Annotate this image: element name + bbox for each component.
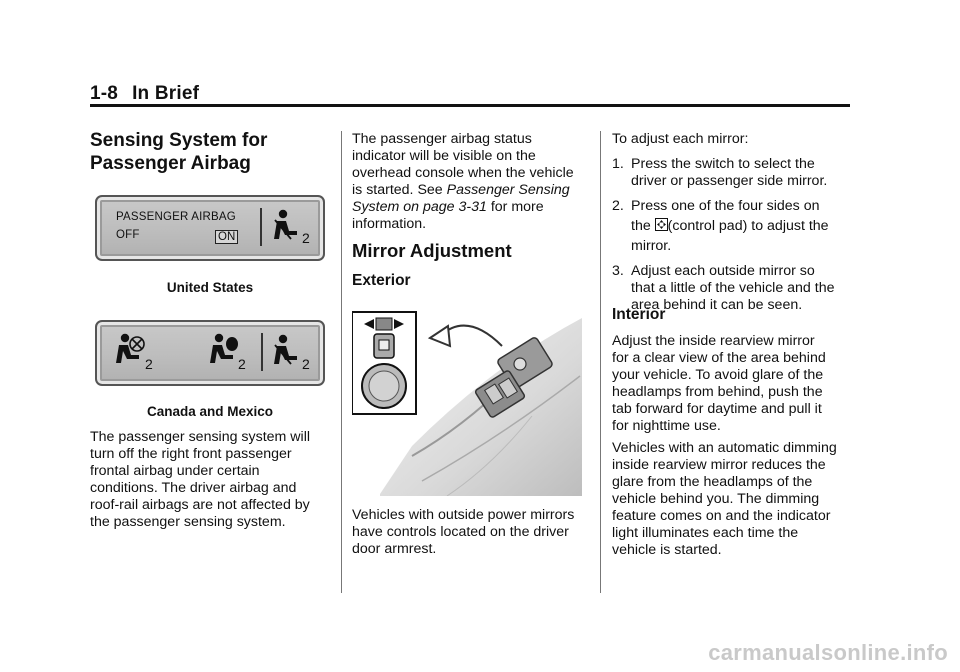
body-line: The passenger airbag status [352,131,532,147]
body-line: vehicle behind you. The dimming [612,491,820,507]
page-number: 1-8 [90,83,119,104]
steps-intro: To adjust each mirror: [612,131,749,147]
body-line: for nighttime use. [612,418,721,434]
body-line: conditions. The driver airbag and [90,480,297,496]
panel-on-box: ON [215,230,238,244]
column-divider-2 [600,131,601,593]
page-header [90,83,199,105]
list-item [612,198,857,255]
us-airbag-indicator-panel [95,195,325,261]
body-line: Adjust the inside rearview mirror [612,333,815,349]
step-line [631,218,857,235]
body-line: The passenger sensing system will [90,429,311,445]
step-line: driver or passenger side mirror. [631,173,828,189]
airbag-body-text [90,429,335,531]
body-line: vehicle is started. [612,542,722,558]
panel-digit: 2 [302,230,310,246]
panel-digit-1: 2 [145,356,153,372]
heading-mirror-adjustment: Mirror Adjustment [352,240,512,261]
step-line: that a little of the vehicle and the [631,280,835,296]
title-line-2: Passenger Airbag [90,153,251,174]
body-line: Vehicles with an automatic dimming [612,440,837,456]
text-run: the [631,218,655,234]
text-run: is started. See [352,182,447,198]
text-run: (control pad) to adjust the [667,218,829,234]
body-line: door armrest. [352,541,437,557]
body-line: light illuminates each time the [612,525,799,541]
step-line: area behind it can be seen. [631,297,803,313]
body-line: have controls located on the driver [352,524,569,540]
step-line: Press the switch to select the [631,156,815,172]
step-number: 1. [612,156,624,172]
section-title-airbag [90,129,267,175]
header-rule [90,104,850,107]
interior-para-2 [612,440,857,559]
subheading-exterior: Exterior [352,272,411,289]
body-line: information. [352,216,427,232]
panel-digit-2: 2 [238,356,246,372]
body-line: indicator will be visible on the [352,148,536,164]
panel-digit-3: 2 [302,356,310,372]
body-line: headlamps from behind, push the [612,384,823,400]
subheading-interior: Interior [612,306,666,323]
body-line: feature comes on and the indicator [612,508,831,524]
body-line [352,199,597,216]
step-line: Adjust each outside mirror so [631,263,815,279]
body-line: for a clear view of the area behind [612,350,826,366]
body-line: roof-rail airbags are not affected by [90,497,310,513]
step-line: mirror. [631,238,672,254]
body-line [352,182,597,199]
canada-airbag-indicator-panel [95,320,325,386]
door-mirror-control-illustration [352,306,582,496]
caption-united-states: United States [166,280,254,295]
body-line: glare from the headlamps of the [612,474,813,490]
step-line: Press one of the four sides on [631,198,820,214]
interior-para-1 [612,333,857,435]
cross-reference: System on page 3-31 [352,199,487,215]
body-line: inside rearview mirror reduces the [612,457,826,473]
list-item [612,156,857,190]
title-line-1: Sensing System for [90,130,268,151]
column-divider-1 [341,131,342,593]
caption-canada-mexico: Canada and Mexico [146,404,274,419]
section-title: In Brief [132,83,200,104]
body-line: frontal airbag under certain [90,463,260,479]
exterior-body-text [352,507,597,558]
panel-divider [260,208,262,246]
panel-divider-2 [261,333,263,371]
step-number: 3. [612,263,624,279]
watermark: carmanualsonline.info [708,640,948,665]
body-line: your vehicle. To avoid glare of the [612,367,824,383]
control-pad-icon [655,218,668,231]
panel-label-off: OFF [116,229,140,241]
cross-reference: Passenger Sensing [446,182,570,198]
status-indicator-text [352,131,597,233]
body-line: overhead console when the vehicle [352,165,574,181]
text-run: for more [486,199,544,215]
step-number: 2. [612,198,624,214]
body-line: turn off the right front passenger [90,446,292,462]
body-line: Vehicles with outside power mirrors [352,507,575,523]
panel-label-line1: PASSENGER AIRBAG [116,211,236,223]
body-line: tab forward for daytime and pull it [612,401,822,417]
mirror-steps [612,131,857,322]
body-line: the passenger sensing system. [90,514,286,530]
